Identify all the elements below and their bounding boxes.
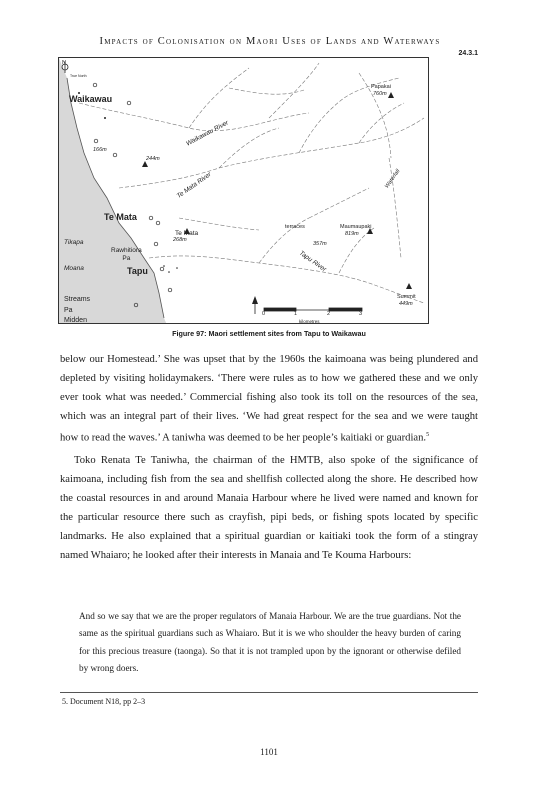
label-waterfall: Waterfall xyxy=(384,168,402,190)
north-label: N xyxy=(62,60,66,66)
label-maumaupaki: Maumaupaki xyxy=(340,224,372,230)
label-te-mata: Te Mata xyxy=(104,212,137,222)
legend-midden: Midden xyxy=(64,317,87,324)
map-drawing xyxy=(59,58,429,324)
footnote-text: Document N18, pp 2–3 xyxy=(70,697,146,706)
label-166m: 166m xyxy=(93,147,107,153)
label-waikawau: Waikawau xyxy=(69,94,113,104)
paragraph-1 xyxy=(60,350,478,448)
true-north-label: True North xyxy=(70,74,87,78)
label-summit-height: 449m xyxy=(399,301,413,307)
paragraph-2-text-b: , also spoke of the significance of kaimoana, including fish from the sea and shellfish collected along the shore. He described how the coastal resources in and around Manaia Harbour where he lived were named and known for the particular resource there such as crayfish, pipi beds, or fishing spots located by specific landmarks. He also explained that a spiritual guardian or kaitiaki took the form of a stingray named Whaiaro; he looked after their interests in Manaia and Te Kouma Harbours: xyxy=(60,455,478,562)
scale-tick-2: 2 xyxy=(327,311,331,317)
scale-unit: kilometres xyxy=(299,319,320,324)
abbreviation-hmtb: HMTB xyxy=(289,455,321,466)
section-number: 24.3.1 xyxy=(458,50,478,57)
label-papakai-height: 760m xyxy=(373,91,387,97)
figure-caption: Figure 97: Maori settlement sites from Tapu to Waikawau xyxy=(172,329,366,338)
label-tapu-river: Tapu River xyxy=(297,249,328,274)
page-number: 1101 xyxy=(260,747,278,757)
label-papakai: Papakai xyxy=(371,84,391,90)
scale-tick-0: 0 xyxy=(262,311,266,317)
paragraph-2 xyxy=(60,451,478,566)
label-waikawau-river: Waikawau River xyxy=(185,119,230,148)
label-te-mata-river: Te Mata River xyxy=(175,171,213,200)
label-maumaupaki-height: 819m xyxy=(345,231,359,237)
block-quote: And so we say that we are the proper regulators of Manaia Harbour. We are the true guardians. Not the same as the spiritual guardians such as Whaiaro. But it is we who shoulder the heavy burden of caring for this precious treasure (taonga). So that it is not trampled upon by the ignorant or otherwise defiled by wrong doers. xyxy=(79,611,461,674)
footnote-number: 5. xyxy=(62,697,68,706)
label-te-mata-site: Te Mata xyxy=(175,230,199,237)
label-rawhitiora-pa: Rawhitiora Pa xyxy=(111,247,142,262)
footnote-divider xyxy=(60,692,478,693)
footnote xyxy=(62,697,145,706)
footnote-ref: 5 xyxy=(426,432,430,439)
label-tikapa: Tikapa xyxy=(64,239,84,246)
legend-pa: Pa xyxy=(64,307,73,314)
label-268m: 268m xyxy=(173,237,187,243)
paragraph-1-text: below our Homestead.’ She was upset that by the 1960s the kaimoana was being plundered and depleted by visiting holidaymakers. ‘There were rules as to how we gathered these and we only ever took what was needed.’ Commercial fishing also took its toll on the resources of the sea, which was an integral part of their lives. ‘We had great respect for the sea and we were taught how to read the waves.’ A taniwha was deemed to be her people’s kaitiaki or guardian. xyxy=(60,354,478,444)
legend-streams: Streams xyxy=(64,296,91,303)
running-header: Impacts of Colonisation on Maori Uses of Lands and Waterways xyxy=(99,36,441,47)
label-moana: Moana xyxy=(64,265,84,272)
label-244m: 244m xyxy=(146,156,160,162)
label-tapu: Tapu xyxy=(127,266,148,276)
label-summit: Summit xyxy=(397,294,416,300)
settlement-map xyxy=(58,57,429,324)
paragraph-2-text-a: Toko Renata Te Taniwha, the chairman of the xyxy=(74,455,290,466)
label-357m: 357m xyxy=(313,241,327,247)
scale-tick-1: 1 xyxy=(294,311,298,317)
scale-tick-3: 3 xyxy=(359,311,363,317)
label-terraces: terraces xyxy=(285,224,305,230)
